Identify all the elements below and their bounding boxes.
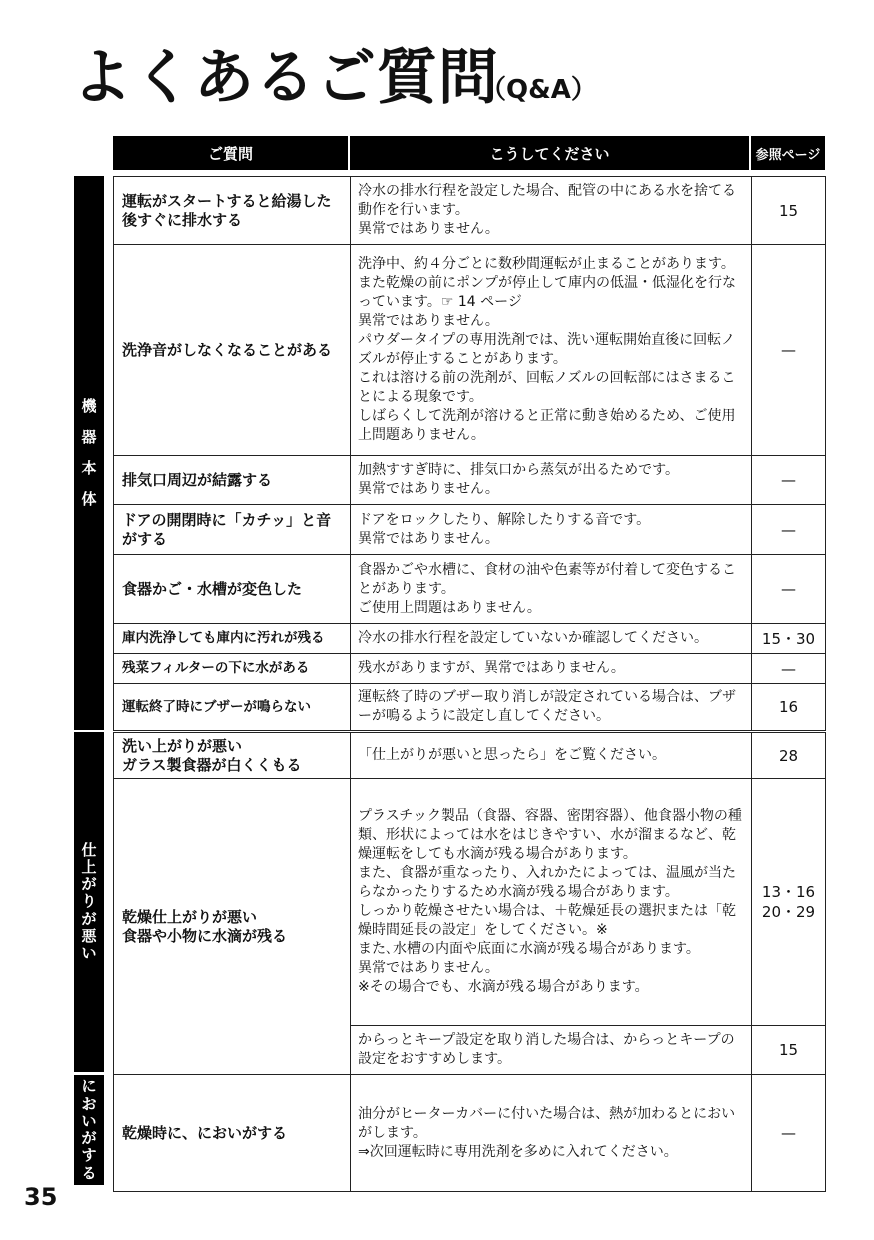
category-char: 上 [81, 857, 97, 876]
answer-cell: からっとキープ設定を取り消した場合は、からっとキープの設定をおすすめします。 [350, 1025, 752, 1075]
answer-cell: 洗浄中、約４分ごとに数秒間運転が止まることがあります。また乾燥の前にポンプが停止して庫内の低温・低湿化を行なっています。☞ 14 ページ 異常ではありません。 パウダータイプの専用洗剤では、洗い運転開始直後に回転ノズルが停止することがあります。 これは溶ける前の洗剤が、回転ノズルの回転部にはさまることによる現象です。 しばらくして洗剤が溶けると正常に動き始めるため、ご使用上問題ありません。 [350, 244, 752, 456]
category-char: す [81, 1146, 97, 1165]
header-answer: こうしてください [350, 136, 749, 170]
page-ref-cell: — [751, 504, 826, 555]
question-cell: 庫内洗浄しても庫内に汚れが残る [113, 623, 351, 654]
category-char: が [81, 875, 97, 894]
category-char: が [81, 1129, 97, 1147]
question-cell: ドアの開閉時に「カチッ」と音がする [113, 504, 351, 555]
page-ref-cell: — [751, 1074, 826, 1192]
category-char: 器 [81, 427, 97, 446]
question-cell: 運転終了時にブザーが鳴らない [113, 683, 351, 731]
category-char: に [81, 1077, 97, 1096]
question-cell: 乾燥仕上がりが悪い 食器や小物に水滴が残る [113, 778, 351, 1075]
answer-cell: 油分がヒーターカバーに付いた場合は、熱が加わるとにおいがします。 ⇒次回運転時に専用洗剤を多めに入れてください。 [350, 1074, 752, 1192]
page-ref-cell: — [751, 244, 826, 456]
answer-cell: 冷水の排水行程を設定していないか確認してください。 [350, 623, 752, 654]
category-char: 本 [81, 459, 97, 477]
page-number: 35 [24, 1183, 58, 1211]
category-char: 体 [81, 490, 97, 509]
answer-cell: 加熱すすぎ時に、排気口から蒸気が出るためです。 異常ではありません。 [350, 455, 752, 505]
answer-cell: 食器かごや水槽に、食材の油や色素等が付着して変色することがあります。 ご使用上問題はありません。 [350, 554, 752, 624]
question-cell: 洗浄音がしなくなることがある [113, 244, 351, 456]
category-char: い [81, 1111, 97, 1130]
page-subtitle: （Q&A） [480, 75, 597, 105]
question-cell: 排気口周辺が結露する [113, 455, 351, 505]
page-ref-cell: 15・30 [751, 623, 826, 654]
answer-cell: ドアをロックしたり、解除したりする音です。 異常ではありません。 [350, 504, 752, 555]
page-ref-cell: — [751, 455, 826, 505]
header-question: ご質問 [113, 136, 348, 170]
question-cell: 洗い上がりが悪い ガラス製食器が白くくもる [113, 732, 351, 779]
category-char: 悪 [81, 926, 97, 945]
category-char: 仕 [81, 840, 97, 859]
question-cell: 乾燥時に、においがする [113, 1074, 351, 1192]
page-ref-cell: 28 [751, 732, 826, 779]
answer-cell: 残水がありますが、異常ではありません。 [350, 653, 752, 684]
page-ref-cell: 16 [751, 683, 826, 731]
page-ref-cell: — [751, 653, 826, 684]
question-cell: 運転がスタートすると給湯した後すぐに排水する [113, 176, 351, 245]
category-char: お [81, 1094, 97, 1113]
page-ref-cell: — [751, 554, 826, 624]
question-cell: 食器かご・水槽が変色した [113, 554, 351, 624]
answer-cell: 冷水の排水行程を設定した場合、配管の中にある水を捨てる動作を行います。 異常ではありません。 [350, 176, 752, 245]
category-char: が [81, 909, 97, 928]
answer-cell: プラスチック製品（食器、容器、密閉容器）、他食器小物の種類、形状によっては水をはじきやすい、水が溜まるなど、乾燥運転をしても水滴が残る場合があります。 また、食器が重なったり、入れかたによっては、温風が当たらなかったりするため水滴が残る場合があります。 しっかり乾燥させたい場合は、＋乾燥延長の選択または「乾燥時間延長の設定」をしてください。※ また､水槽の内面や底面に水滴が残る場合があります。 異常ではありません。 ※その場合でも、水滴が残る場合があります。 [350, 778, 752, 1026]
answer-cell: 運転終了時のブザー取り消しが設定されている場合は、ブザーが鳴るように設定し直してください。 [350, 683, 752, 731]
category-kiki-honntai [74, 176, 104, 730]
answer-cell: 「仕上がりが悪いと思ったら」をご覧ください。 [350, 732, 752, 779]
category-char: り [81, 892, 97, 911]
category-char: い [81, 944, 97, 963]
category-shiagari [74, 732, 104, 1072]
category-char: 機 [81, 396, 97, 415]
page-ref-cell: 13・16 20・29 [751, 778, 826, 1026]
page-ref-cell: 15 [751, 1025, 826, 1075]
page-ref-cell: 15 [751, 176, 826, 245]
page-title: よくあるご質問 [72, 43, 499, 113]
category-nioi [74, 1075, 104, 1185]
category-char: る [81, 1163, 97, 1182]
header-page: 参照ページ [751, 136, 825, 170]
question-cell: 残菜フィルターの下に水がある [113, 653, 351, 684]
